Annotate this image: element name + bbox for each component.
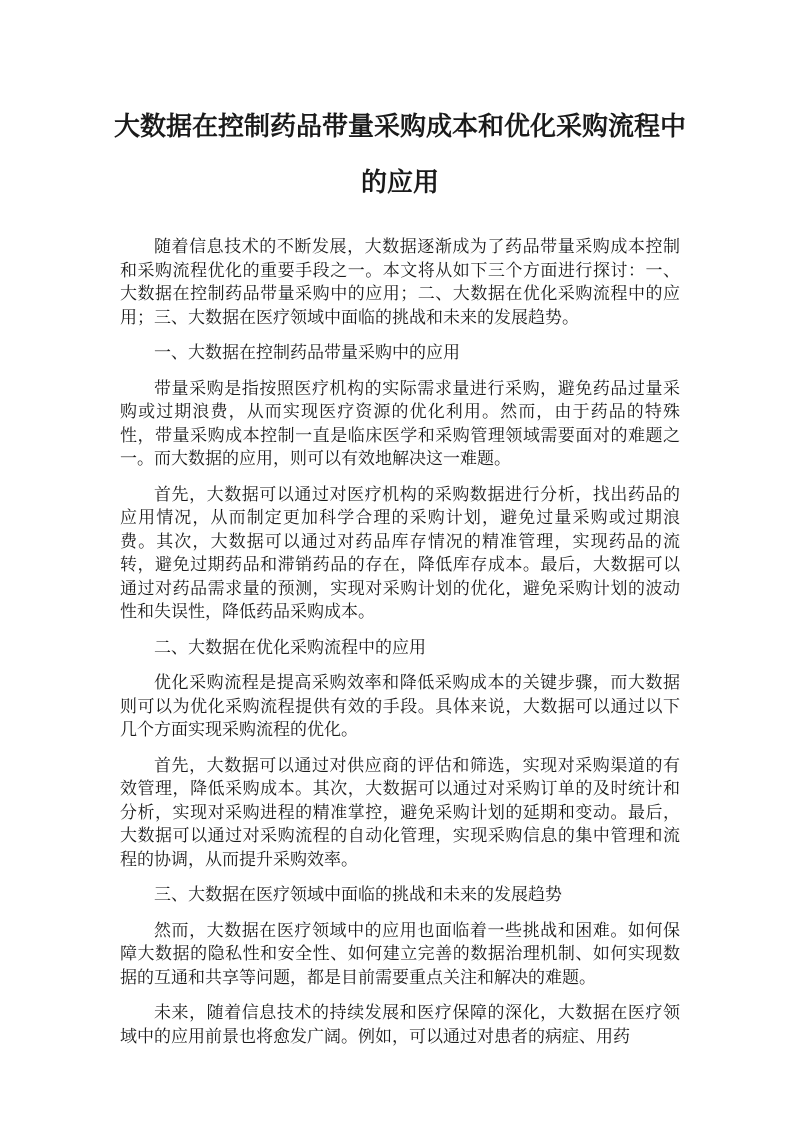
section-2-paragraph-2: 首先，大数据可以通过对供应商的评估和筛选，实现对采购渠道的有效管理，降低采购成本。其次，大数据可以通过对采购订单的及时统计和分析，实现对采购进程的精准掌控，避免采购计划的延期和变动。最后，大数据可以通过对采购流程的自动化管理，实现采购信息的集中管理和流程的协调，从而提升采购效率。 [120, 755, 680, 870]
section-3-paragraph-2: 未来，随着信息技术的持续发展和医疗保障的深化，大数据在医疗领域中的应用前景也将愈发广阔。例如，可以通过对患者的病症、用药 [120, 1003, 680, 1047]
section-3-heading: 三、大数据在医疗领域中面临的挑战和未来的发展趋势 [154, 885, 562, 905]
document-title-line-2: 的应用 [360, 168, 439, 198]
document-title-line-1: 大数据在控制药品带量采购成本和优化采购流程中 [113, 112, 686, 142]
section-2-heading: 二、大数据在优化采购流程中的应用 [154, 637, 426, 658]
section-1-paragraph-2: 首先，大数据可以通过对医疗机构的采购数据进行分析，找出药品的应用情况，从而制定更加科学合理的采购计划，避免过量采购或过期浪费。其次，大数据可以通过对药品库存情况的精准管理，实现药品的流转，避免过期药品和滞销药品的存在，降低库存成本。最后，大数据可以通过对药品需求量的预测，实现对采购计划的优化，避免采购计划的波动性和失误性，降低药品采购成本。 [120, 484, 680, 622]
section-1-paragraph-1: 带量采购是指按照医疗机构的实际需求量进行采购，避免药品过量采购或过期浪费，从而实现医疗资源的优化利用。然而，由于药品的特殊性，带量采购成本控制一直是临床医学和采购管理领域需要面对的难题之一。而大数据的应用，则可以有效地解决这一难题。 [120, 378, 680, 469]
section-3-paragraph-1: 然而，大数据在医疗领域中的应用也面临着一些挑战和困难。如何保障大数据的隐私性和安全性、如何建立完善的数据治理机制、如何实现数据的互通和共享等问题，都是目前需要重点关注和解决的难题。 [120, 920, 680, 988]
intro-paragraph: 随着信息技术的不断发展，大数据逐渐成为了药品带量采购成本控制和采购流程优化的重要手段之一。本文将从如下三个方面进行探讨：一、大数据在控制药品带量采购中的应用；二、大数据在优化采购流程中的应用；三、大数据在医疗领域中面临的挑战和未来的发展趋势。 [120, 237, 680, 328]
section-2-paragraph-1: 优化采购流程是提高采购效率和降低采购成本的关键步骤，而大数据则可以为优化采购流程提供有效的手段。具体来说，大数据可以通过以下几个方面实现采购流程的优化。 [120, 673, 680, 740]
document-body [120, 236, 680, 1061]
section-1-heading: 一、大数据在控制药品带量采购中的应用 [154, 343, 460, 363]
